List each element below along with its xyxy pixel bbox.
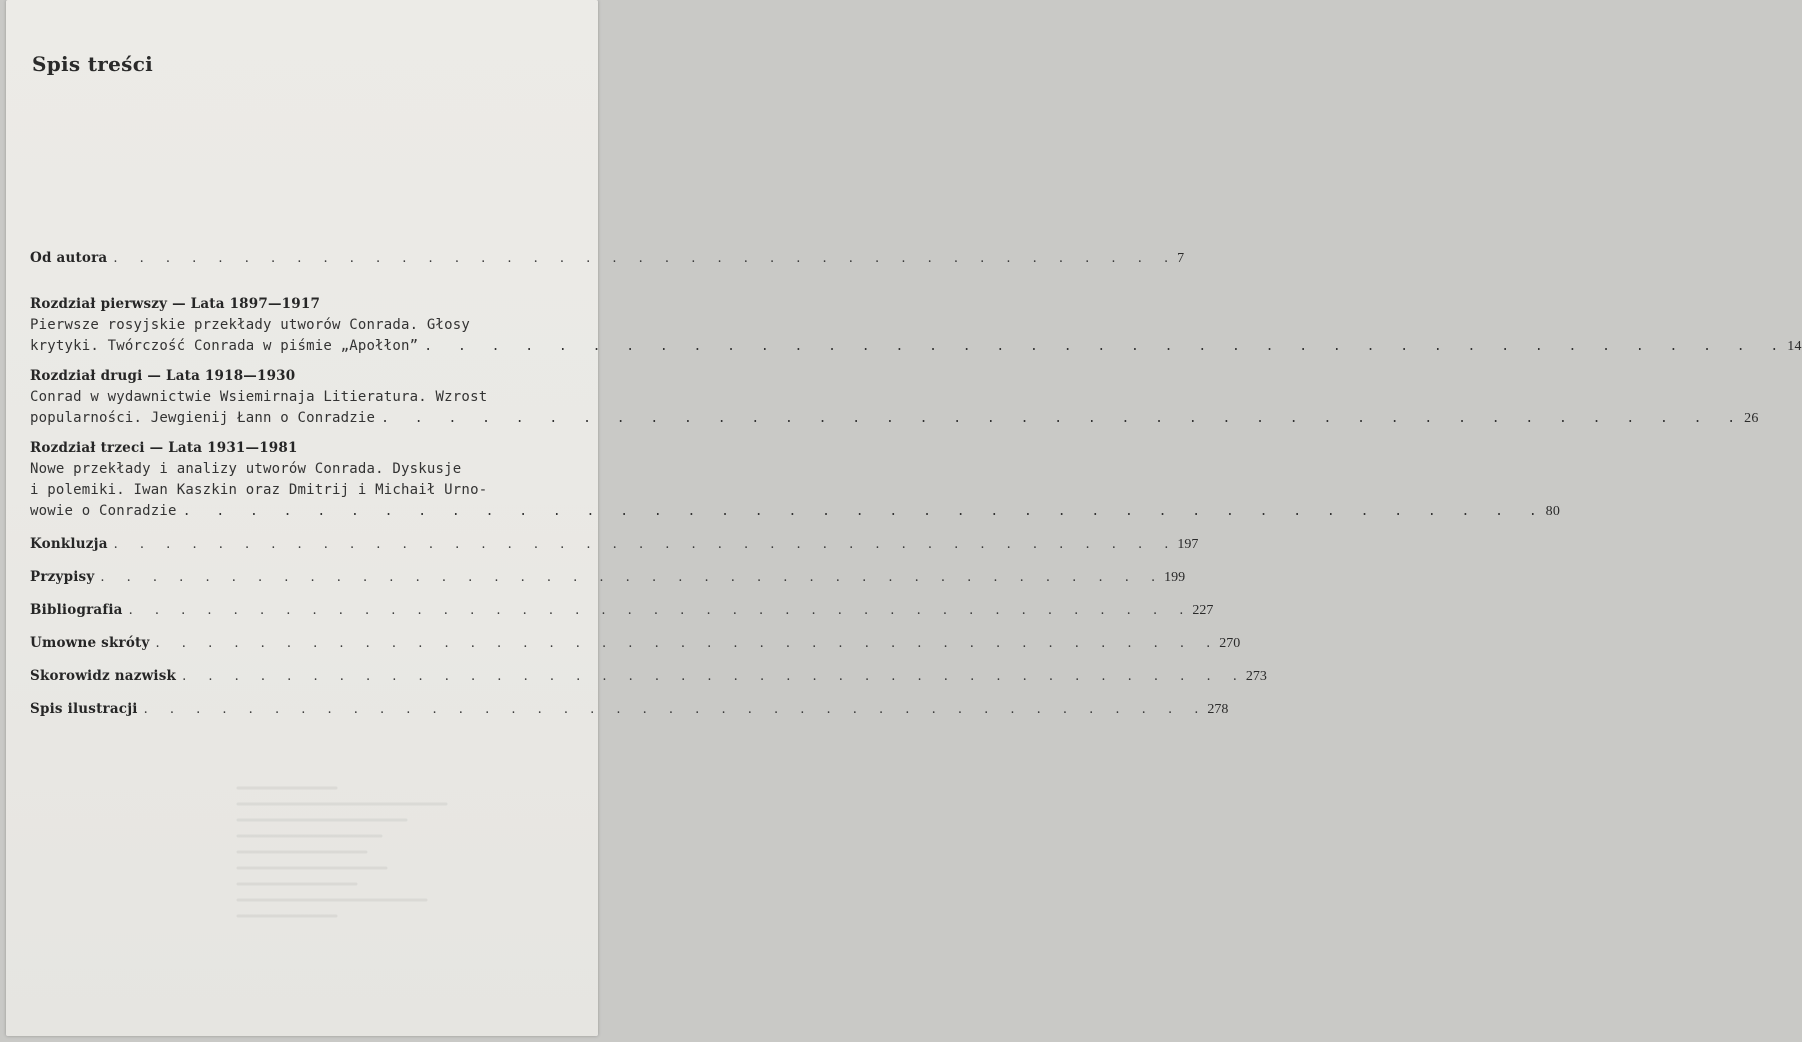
toc-page-number: 26 [1744,411,1759,426]
chapter-description-line: popularności. Jewgienij Łann o Conradzie [30,410,376,426]
toc-entry-label: Bibliografia [30,602,123,618]
toc-entry-label: Przypisy [30,569,95,585]
toc-entry-label: Od autora [30,250,108,266]
toc-page-number: 80 [1545,504,1561,519]
toc-entry-konkluzja [30,536,1199,569]
book-page [6,0,1802,1036]
dot-leader: . . . . . . . . . . . . . . . . . . . . . . . . . . . . . . . . . . . . . . . . . [100,570,1165,585]
dot-leader: . . . . . . . . . . . . . . . . . . . . . . . . . . . . . . . . . . . . . . . . . [155,636,1220,651]
dot-leader: . . . . . . . . . . . . . . . . . . . . . . . . . . . . . . . . . . . . . . . . . [381,411,1745,426]
toc-entry-label: Konkluzja [30,536,108,552]
toc-page-number: 227 [1192,603,1214,618]
chapter-heading: Rozdział drugi — Lata 1918—1930 [30,368,296,384]
toc-entry-chapter-3 [30,437,1561,522]
toc-entry-bibliografia [30,602,1214,635]
toc-entry-skorowidz-nazwisk [30,668,1267,701]
toc-page-number: 199 [1164,570,1186,585]
toc-entry-chapter-1 [30,293,1802,357]
chapter-description-line: i polemiki. Iwan Kaszkin oraz Dmitrij i Michaił Urno- [30,482,488,498]
toc-entry-label: Spis ilustracji [30,701,138,717]
toc-entry-label: Skorowidz nazwisk [30,668,177,684]
toc-page-number: 278 [1207,702,1229,717]
toc-entry-przypisy [30,569,1186,602]
toc-page-number: 273 [1245,669,1267,684]
show-through-texture [6,780,598,940]
toc-entry-spis-ilustracji [30,701,1229,734]
toc-page-number: 197 [1177,537,1199,552]
toc-page-number: 270 [1219,636,1241,651]
toc-entry-chapter-2 [30,365,1759,429]
toc-entry-label: Umowne skróty [30,635,150,651]
chapter-heading: Rozdział pierwszy — Lata 1897—1917 [30,296,321,312]
chapter-description-line: wowie o Conradzie [30,503,177,519]
dot-leader: . . . . . . . . . . . . . . . . . . . . . . . . . . . . . . . . . . . . . . . . . [424,339,1788,354]
dot-leader: . . . . . . . . . . . . . . . . . . . . . . . . . . . . . . . . . . . . . . . . . [113,537,1178,552]
dot-leader: . . . . . . . . . . . . . . . . . . . . . . . . . . . . . . . . . . . . . . . . . [182,504,1546,519]
chapter-description-line: Conrad w wydawnictwie Wsiemirnaja Litieratura. Wzrost [30,389,488,405]
dot-leader: . . . . . . . . . . . . . . . . . . . . . . . . . . . . . . . . . . . . . . . . . [113,251,1178,266]
toc-entry-umowne-skroty [30,635,1241,668]
toc-page-number: 14 [1787,339,1802,354]
dot-leader: . . . . . . . . . . . . . . . . . . . . . . . . . . . . . . . . . . . . . . . . . [182,669,1246,684]
chapter-description-line: krytyki. Twórczość Conrada w piśmie „Apołłon” [30,338,419,354]
dot-leader: . . . . . . . . . . . . . . . . . . . . . . . . . . . . . . . . . . . . . . . . . [143,702,1208,717]
toc-entry-od-autora [30,250,1185,283]
chapter-heading: Rozdział trzeci — Lata 1931—1981 [30,440,298,456]
page-title: Spis treści [32,52,154,76]
toc-page-number: 7 [1177,251,1185,266]
chapter-description-line: Nowe przekłady i analizy utworów Conrada. Dyskusje [30,461,462,477]
chapter-description-line: Pierwsze rosyjskie przekłady utworów Conrada. Głosy [30,317,471,333]
dot-leader: . . . . . . . . . . . . . . . . . . . . . . . . . . . . . . . . . . . . . . . . . [128,603,1193,618]
table-of-contents [30,250,1802,734]
